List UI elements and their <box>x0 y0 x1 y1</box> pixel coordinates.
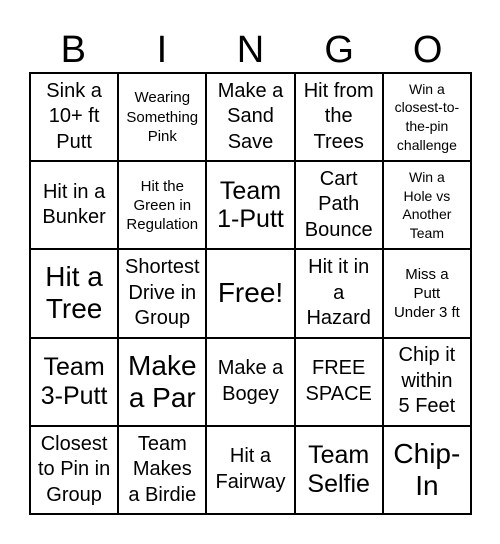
bingo-cell-text: Closest to Pin in Group <box>37 432 111 506</box>
bingo-cell-text: Team Makes a Birdie <box>128 432 197 506</box>
bingo-cell-text: Hit the Green in Regulation <box>126 177 199 233</box>
bingo-cell-r4c1[interactable] <box>30 338 118 426</box>
bingo-cell-r4c2[interactable] <box>118 338 206 426</box>
bingo-cell-r1c5[interactable] <box>383 73 471 161</box>
bingo-cell-r5c2[interactable] <box>118 426 206 514</box>
bingo-cell-r1c3[interactable] <box>206 73 294 161</box>
bingo-cell-text: Chip it within 5 Feet <box>398 344 456 418</box>
bingo-cell-r4c3[interactable] <box>206 338 294 426</box>
bingo-cell-r5c1[interactable] <box>30 426 118 514</box>
bingo-cell-r1c4[interactable] <box>295 73 383 161</box>
bingo-cell-text: Hit it in a Hazard <box>306 256 371 330</box>
bingo-cell-text: Win a closest-to- the-pin challenge <box>394 80 460 153</box>
header-letter-i: I <box>156 29 168 71</box>
bingo-header <box>29 28 472 72</box>
bingo-cell-r3c1[interactable] <box>30 249 118 337</box>
bingo-cell-text: Make a Par <box>128 349 197 413</box>
bingo-cell-r4c5[interactable] <box>383 338 471 426</box>
bingo-cell-text: Chip- In <box>393 437 461 501</box>
bingo-cell-r2c1[interactable] <box>30 161 118 249</box>
header-letter-g: G <box>324 29 354 71</box>
bingo-cell-r1c1[interactable] <box>30 73 118 161</box>
bingo-cell-text: Hit from the Trees <box>303 79 374 153</box>
bingo-cell-text: Team Selfie <box>307 441 370 498</box>
bingo-cell-text: Win a Hole vs Another Team <box>402 169 452 241</box>
bingo-cell-text: Team 3-Putt <box>40 352 108 410</box>
bingo-cell-text: Hit in a Bunker <box>42 180 106 229</box>
bingo-cell-r2c4[interactable] <box>295 161 383 249</box>
bingo-cell-r2c5[interactable] <box>383 161 471 249</box>
bingo-cell-r1c2[interactable] <box>118 73 206 161</box>
bingo-cell-r3c5[interactable] <box>383 249 471 337</box>
bingo-cell-text: Shortest Drive in Group <box>125 256 200 330</box>
bingo-cell-r5c3[interactable] <box>206 426 294 514</box>
bingo-cell-r3c3[interactable] <box>206 249 294 337</box>
bingo-board <box>29 72 472 515</box>
bingo-cell-text: FREE SPACE <box>305 357 372 405</box>
bingo-cell-r4c4[interactable] <box>295 338 383 426</box>
header-letter-b: B <box>60 29 86 71</box>
bingo-cell-text: Cart Path Bounce <box>304 167 373 242</box>
bingo-cell-r2c2[interactable] <box>118 161 206 249</box>
bingo-cell-text: Team 1-Putt <box>217 176 284 234</box>
bingo-cell-r5c4[interactable] <box>295 426 383 514</box>
bingo-cell-text: Make a Sand Save <box>217 79 284 153</box>
bingo-cell-text: Miss a Putt Under 3 ft <box>393 265 460 322</box>
header-letter-n: N <box>236 29 265 71</box>
bingo-cell-text: Hit a Fairway <box>215 445 286 493</box>
bingo-cell-text: Sink a 10+ ft Putt <box>46 79 102 153</box>
bingo-cell-r3c4[interactable] <box>295 249 383 337</box>
header-letter-o: O <box>412 29 443 71</box>
free-cell-text: Free! <box>217 277 284 309</box>
bingo-cell-text: Wearing Something Pink <box>126 89 199 145</box>
bingo-cell-text: Hit a Tree <box>45 261 103 325</box>
bingo-cell-r2c3[interactable] <box>206 161 294 249</box>
bingo-cell-r5c5[interactable] <box>383 426 471 514</box>
bingo-cell-r3c2[interactable] <box>118 249 206 337</box>
bingo-cell-text: Make a Bogey <box>217 357 284 405</box>
